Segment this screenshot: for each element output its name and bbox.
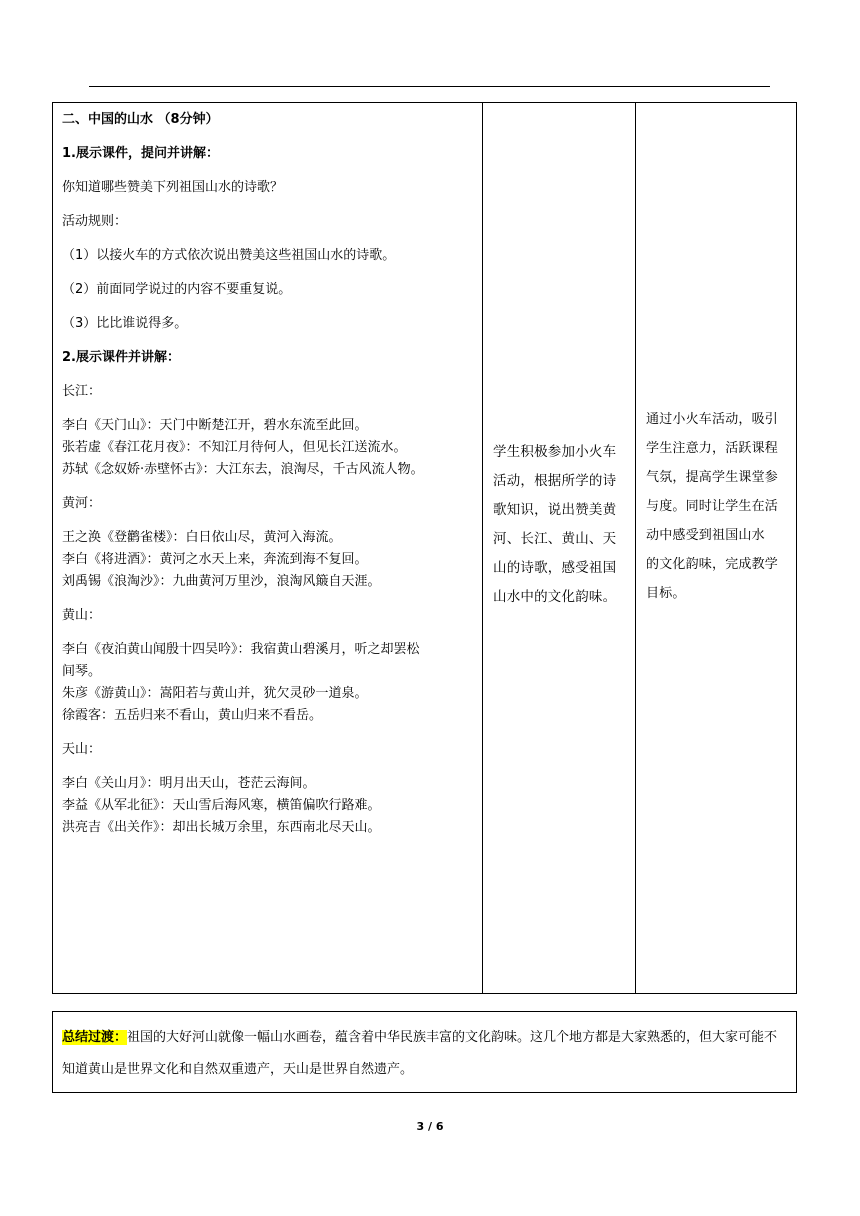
group-name: 黄河： (62, 496, 102, 511)
poem-line: 李白《夜泊黄山闻殷十四吴吟》：我宿黄山碧溪月，听之却罢松 (62, 642, 420, 657)
student-activity-cell (493, 438, 627, 612)
page-number: 3 / 6 (416, 1120, 444, 1133)
design-intent-line: 通过小火车活动，吸引 (646, 412, 779, 427)
design-intent-line: 动中感受到祖国山水 (646, 528, 765, 543)
summary-paragraph (62, 1022, 790, 1086)
student-activity-line: 山水中的文化韵味。 (493, 589, 617, 605)
summary-text: 祖国的大好河山就像一幅山水画卷，蕴含着中华民族丰富的文化韵味。这几个地方都是大家熟悉的，但大家可能不知道黄山是世界文化和自然双重遗产，天山是世界自然遗产。 (62, 1030, 778, 1077)
student-activity-line: 学生积极参加小火车 (493, 444, 617, 460)
header-rule (89, 86, 770, 87)
poem-line: 洪亮吉《出关作》：却出长城万余里，东西南北尽天山。 (62, 820, 381, 835)
rule-item: （3）比比谁说得多。 (62, 316, 188, 331)
student-activity-line: 河、长江、黄山、天 (493, 531, 617, 547)
design-intent-line: 的文化韵味，完成教学 (646, 557, 779, 572)
summary-label: 总结过渡： (62, 1030, 128, 1045)
poem-line: 刘禹锡《浪淘沙》：九曲黄河万里沙，浪淘风簸自天涯。 (62, 574, 381, 589)
group-name: 长江： (62, 384, 102, 399)
student-activity-line: 山的诗歌，感受祖国 (493, 560, 617, 576)
poem-line: 间琴。 (62, 664, 102, 679)
step1-heading: 1.展示课件，提问并讲解： (62, 146, 219, 161)
lesson-table (52, 102, 797, 994)
poem-line: 张若虚《春江花月夜》：不知江月待何人，但见长江送流水。 (62, 440, 407, 455)
section-title: 二、中国的山水 （8分钟） (62, 112, 219, 127)
poem-line: 李白《将进酒》：黄河之水天上来，奔流到海不复回。 (62, 552, 368, 567)
column-divider (635, 103, 636, 993)
poem-line: 王之涣《登鹳雀楼》：白日依山尽，黄河入海流。 (62, 530, 342, 545)
summary-box (52, 1011, 797, 1093)
poem-line: 李益《从军北征》：天山雪后海风寒，横笛偏吹行路难。 (62, 798, 381, 813)
group-name: 黄山： (62, 608, 102, 623)
rules-label: 活动规则： (62, 214, 128, 229)
rule-item: （1）以接火车的方式依次说出赞美这些祖国山水的诗歌。 (62, 248, 396, 263)
poem-line: 李白《天门山》：天门中断楚江开，碧水东流至此回。 (62, 418, 368, 433)
group-name: 天山： (62, 742, 102, 757)
poem-line: 李白《关山月》：明月出天山，苍茫云海间。 (62, 776, 316, 791)
column-divider (482, 103, 483, 993)
step2-heading: 2.展示课件并讲解： (62, 350, 180, 365)
poem-line: 徐霞客：五岳归来不看山，黄山归来不看岳。 (62, 708, 323, 723)
teaching-content-cell (62, 109, 482, 839)
question: 你知道哪些赞美下列祖国山水的诗歌？ (62, 180, 284, 195)
design-intent-line: 学生注意力，活跃课程 (646, 441, 779, 456)
rule-item: （2）前面同学说过的内容不要重复说。 (62, 282, 292, 297)
poem-line: 苏轼《念奴娇·赤壁怀古》：大江东去，浪淘尽，千古风流人物。 (62, 462, 424, 477)
design-intent-line: 与度。同时让学生在活 (646, 499, 779, 514)
design-intent-line: 气氛，提高学生课堂参 (646, 470, 779, 485)
student-activity-line: 活动，根据所学的诗 (493, 473, 617, 489)
design-intent-cell (646, 405, 794, 608)
design-intent-line: 目标。 (646, 586, 686, 601)
student-activity-line: 歌知识，说出赞美黄 (493, 502, 617, 518)
poem-line: 朱彦《游黄山》：嵩阳若与黄山并，犹欠灵砂一道泉。 (62, 686, 368, 701)
